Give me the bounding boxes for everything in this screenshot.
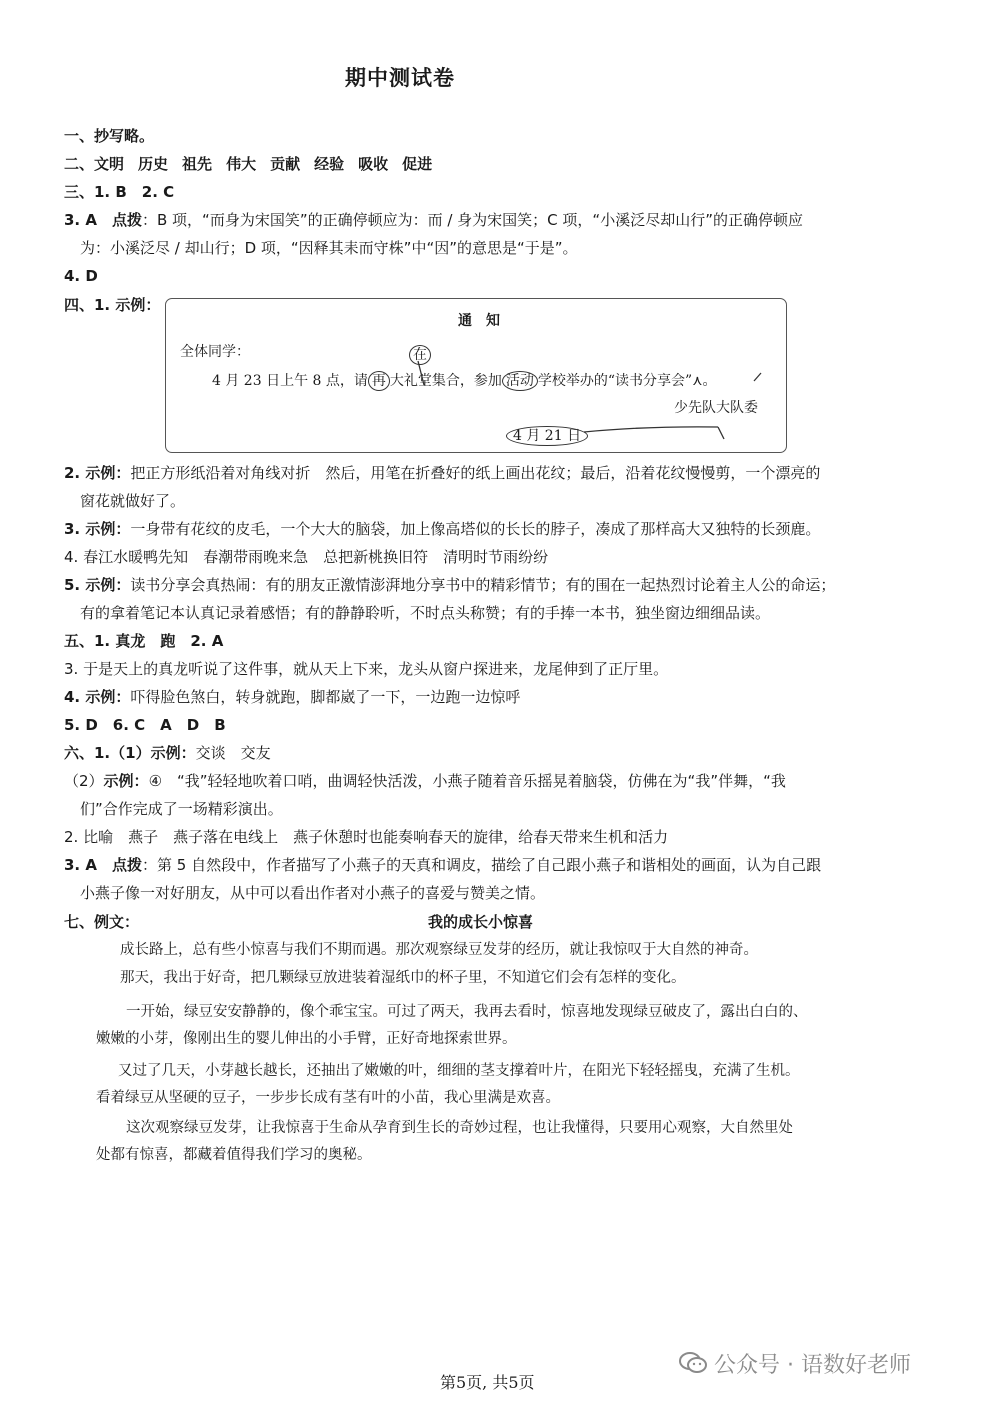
word: 贡献 xyxy=(270,155,301,173)
word: 经验 xyxy=(314,155,345,173)
section-5-q3: 3. 于是天上的真龙听说了这件事，就从天上下来，龙头从窗户探进来，龙尾伸到了正厅里。 xyxy=(64,660,669,678)
watermark-text: 公众号 · 语数好老师 xyxy=(714,1353,911,1378)
answer-text: ：B 项，“而身为宋国笑”的正确停顿应为：而 / 身为宋国笑；C 项，“小溪泛尽却山行”的正确停顿应 xyxy=(141,211,803,229)
answer-text: 读书分享会真热闹：有的朋友正激情澎湃地分享书中的精彩情节；有的围在一起热烈讨论着主人公的命运； xyxy=(130,576,836,594)
notice-heading: 通 知 xyxy=(458,313,500,329)
section-2-label: 二、 xyxy=(64,155,95,173)
section-6-q1 xyxy=(64,743,271,763)
word: 祖先 xyxy=(182,155,213,173)
example-tag: 2. 示例： xyxy=(64,464,131,482)
section-6-q1b xyxy=(64,771,786,791)
answer-number: 3. A xyxy=(64,211,112,229)
insert-word-circle: 在 xyxy=(409,345,431,365)
wechat-icon xyxy=(678,1350,708,1382)
notice-signer: 少先队大队委 xyxy=(674,400,758,416)
example-tag: 4. 示例： xyxy=(64,688,131,706)
answer-number: 六、1.（1） xyxy=(64,744,151,762)
word: 吸收 xyxy=(358,155,389,173)
insert-mark: ⋏ xyxy=(692,373,703,389)
essay-line: 看着绿豆从坚硬的豆子，一步步长成有茎有叶的小苗，我心里满是欢喜。 xyxy=(96,1090,560,1106)
proofreading-marks xyxy=(166,299,786,452)
section-6-q2: 2. 比喻 燕子 燕子落在电线上 燕子休憩时也能奏响春天的旋律，给春天带来生机和活力 xyxy=(64,828,669,846)
essay-line: 那天，我出于好奇，把几颗绿豆放进装着湿纸巾的杯子里，不知道它们会有怎样的变化。 xyxy=(120,970,686,986)
section-4-q4: 4. 春江水暖鸭先知 春潮带雨晚来急 总把新桃换旧符 清明时节雨纷纷 xyxy=(64,548,549,566)
answer-text: 把正方形纸沿着对角线对折 然后，用笔在折叠好的纸上画出花纹；最后，沿着花纹慢慢剪，一个漂亮的 xyxy=(130,464,821,482)
notice-body-mid: 大礼堂集合，参加 xyxy=(389,373,502,389)
section-4-q2-cont: 窗花就做好了。 xyxy=(80,492,186,510)
notice-date-circle: 4 月 21 日 xyxy=(506,426,588,446)
section-4-q5-cont: 有的拿着笔记本认真记录着感悟；有的静静聆听，不时点头称赞；有的手捧一本书，独坐窗边细细品读。 xyxy=(80,604,771,622)
example-tag: 3. 示例： xyxy=(64,520,131,538)
section-5-q4 xyxy=(64,687,520,707)
section-3-q3 xyxy=(64,210,803,230)
answer-number: 3. A xyxy=(64,856,112,874)
section-4-q5 xyxy=(64,575,835,595)
section-4-q2 xyxy=(64,463,820,483)
hint-tag: 点拨 xyxy=(111,856,142,874)
essay-line: 这次观察绿豆发芽，让我惊喜于生命从孕育到生长的奇妙过程，也让我懂得，只要用心观察，大自然里处 xyxy=(126,1120,793,1136)
section-6-q3-cont: 小燕子像一对好朋友，从中可以看出作者对小燕子的喜爱与赞美之情。 xyxy=(80,884,546,902)
word: 伟大 xyxy=(226,155,257,173)
notice-greeting: 全体同学： xyxy=(180,344,250,360)
section-3-q3-cont: 为：小溪泛尽 / 却山行；D 项，“因释其耒而守株”中“因”的意思是“于是”。 xyxy=(80,239,578,257)
essay-line: 一开始，绿豆安安静静的，像个乖宝宝。可过了两天，我再去看时，惊喜地发现绿豆破皮了，露出白白的、 xyxy=(126,1004,808,1020)
answer-text: 交谈 交友 xyxy=(195,744,271,762)
notice-body-pre: 4 月 23 日上午 8 点，请 xyxy=(212,373,368,389)
page-footer: 第5页, 共5页 xyxy=(440,1373,535,1392)
answer-text: 吓得脸色煞白，转身就跑，脚都崴了一下，一边跑一边惊呼 xyxy=(130,688,521,706)
essay-title: 我的成长小惊喜 xyxy=(428,913,534,931)
answer-text: ④ “我”轻轻地吹着口哨，曲调轻快活泼，小燕子随着音乐摇晃着脑袋，仿佛在为“我”伴舞，“我 xyxy=(148,772,786,790)
section-6-q1b-cont: 们”合作完成了一场精彩演出。 xyxy=(80,800,283,818)
section-4-q3 xyxy=(64,519,820,539)
circled-word: 活动 xyxy=(502,371,538,391)
section-1: 一、抄写略。 xyxy=(64,127,155,145)
hint-tag: 点拨 xyxy=(111,211,142,229)
section-3-q4: 4. D xyxy=(64,267,98,285)
example-tag: 示例： xyxy=(150,744,196,762)
essay-line: 成长路上，总有些小惊喜与我们不期而遇。那次观察绿豆发芽的经历，就让我惊叹于大自然的神奇。 xyxy=(120,942,758,958)
page-title: 期中测试卷 xyxy=(345,66,455,90)
answer-text: 一身带有花纹的皮毛，一个大大的脑袋，加上像高塔似的长长的脖子，凑成了那样高大又独特的长颈鹿。 xyxy=(130,520,821,538)
section-7-label: 七、例文： xyxy=(64,913,140,931)
example-tag: 5. 示例： xyxy=(64,576,131,594)
word: 促进 xyxy=(402,155,433,173)
example-tag: 示例： xyxy=(103,772,149,790)
watermark xyxy=(678,1348,911,1382)
notice-body-end: 。 xyxy=(702,373,717,389)
word: 历史 xyxy=(138,155,169,173)
answer-text: ：第 5 自然段中，作者描写了小燕子的天真和调皮，描绘了自己跟小燕子和谐相处的画面，认为自己跟 xyxy=(141,856,822,874)
section-5-q5-6: 5. D 6. C A D B xyxy=(64,716,226,734)
essay-line: 嫩嫩的小芽，像刚出生的婴儿伸出的小手臂，正好奇地探索世界。 xyxy=(96,1031,517,1047)
circled-word: 再 xyxy=(368,371,390,391)
section-4-q1-label: 四、1. 示例： xyxy=(64,296,161,314)
notice-body-post: 学校举办的“读书分享会” xyxy=(537,373,693,389)
essay-line: 又过了几天，小芽越长越长，还抽出了嫩嫩的叶，细细的茎支撑着叶片，在阳光下轻轻摇曳，充满了生机。 xyxy=(118,1063,800,1079)
section-6-q3 xyxy=(64,855,821,875)
section-5-q1-2: 五、1. 真龙 跑 2. A xyxy=(64,632,224,650)
word: 文明 xyxy=(94,155,125,173)
section-3-q1-2: 三、1. B 2. C xyxy=(64,183,175,201)
answer-number: （2） xyxy=(64,772,104,790)
essay-line: 处都有惊喜，都藏着值得我们学习的奥秘。 xyxy=(96,1147,372,1163)
section-2 xyxy=(64,154,432,174)
notice-box xyxy=(165,298,787,453)
